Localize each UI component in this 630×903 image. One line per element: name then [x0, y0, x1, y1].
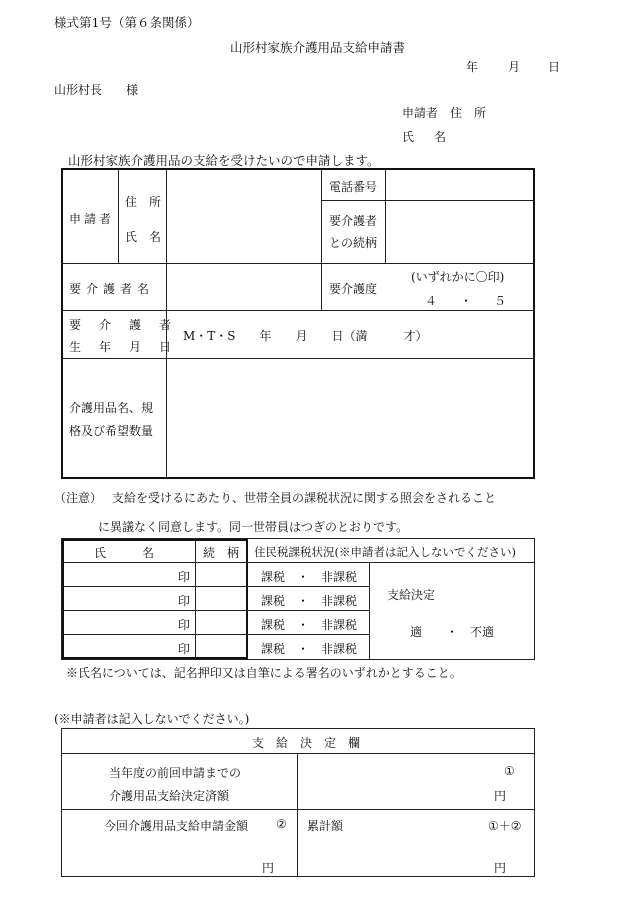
current-yen: 円	[262, 861, 275, 875]
address-cell-label: 住 所	[125, 195, 162, 209]
total-yen: 円	[494, 861, 507, 875]
col-relation: 続 柄	[203, 546, 240, 560]
page-title: 山形村家族介護用品支給申請書	[230, 40, 406, 55]
birth-label-2: 生年月日	[69, 340, 190, 354]
intro-text: 山形村家族介護用品の支給を受けたいので申請します。	[68, 153, 380, 168]
seal-1: 印	[178, 570, 191, 584]
seal-2: 印	[178, 594, 191, 608]
tax-1: 課税 ・ 非課税	[261, 570, 358, 584]
circle-2: ②	[276, 817, 287, 831]
birth-label-1: 要介護者	[69, 318, 190, 332]
care-person-label: 要介護者名	[69, 282, 155, 296]
relation-label-2: との続柄	[329, 236, 378, 250]
applicant-label: 申請者	[402, 106, 439, 120]
total-label: 累計額	[307, 819, 344, 833]
tax-2: 課税 ・ 非課税	[261, 594, 358, 608]
decision-label: 支給決定	[387, 588, 436, 602]
items-label-1: 介護用品名、規	[69, 401, 154, 415]
decision-table	[61, 728, 535, 877]
applicant-address-label: 住 所	[450, 106, 487, 120]
phone-label: 電話番号	[329, 180, 378, 194]
notice-line-1: 支給を受けるにあたり、世帯全員の課税状況に関する照会をされること	[112, 491, 497, 505]
decision-header: 支 給 決 定 欄	[252, 736, 361, 750]
applicant-name-label: 氏 名	[402, 130, 451, 144]
prev-label-1: 当年度の前回申請までの	[109, 766, 242, 780]
col-name: 氏 名	[94, 546, 155, 560]
applicant-cell-label: 申請者	[69, 212, 115, 226]
items-label-2: 格及び希望数量	[69, 424, 154, 438]
household-table	[61, 538, 535, 660]
seal-4: 印	[178, 642, 191, 656]
relation-label-1: 要介護者	[329, 214, 378, 228]
date-month: 月	[508, 60, 521, 74]
application-table	[61, 168, 535, 479]
birth-value: M・T・S 年 月 日（満 才）	[183, 329, 428, 343]
office-note: (※申請者は記入しないでください。)	[54, 712, 250, 726]
date-day: 日	[548, 60, 561, 74]
notice-line-2: に異議なく同意します。同一世帯員はつぎのとおりです。	[98, 520, 409, 534]
name-cell-label: 氏 名	[125, 230, 162, 244]
form-number: 様式第1号（第６条関係）	[54, 15, 200, 30]
current-label: 今回介護用品支給申請金額	[104, 819, 249, 833]
signature-note: ※氏名については、記名押印又は自筆による署名のいずれかとすること。	[66, 666, 462, 680]
seal-3: 印	[178, 618, 191, 632]
prev-yen: 円	[494, 789, 507, 803]
circle-1: ①	[504, 764, 515, 778]
addressee: 山形村長 様	[54, 83, 139, 97]
sum-label: ①＋②	[488, 819, 522, 833]
tax-4: 課税 ・ 非課税	[261, 642, 358, 656]
care-level-note: (いずれかに〇印)	[411, 270, 505, 284]
notice-label: （注意）	[54, 491, 103, 505]
tax-3: 課税 ・ 非課税	[261, 618, 358, 632]
col-tax: 住民税課税状況(※申請者は記入しないでください)	[254, 545, 516, 559]
date-year: 年	[466, 60, 479, 74]
care-level-4: ４	[425, 294, 438, 308]
prev-label-2: 介護用品支給決定済額	[109, 789, 230, 803]
care-level-dot: ・	[460, 294, 473, 308]
care-level-5: ５	[494, 294, 507, 308]
care-level-label: 要介護度	[329, 282, 378, 296]
decision-options: 適 ・ 不適	[410, 625, 495, 639]
